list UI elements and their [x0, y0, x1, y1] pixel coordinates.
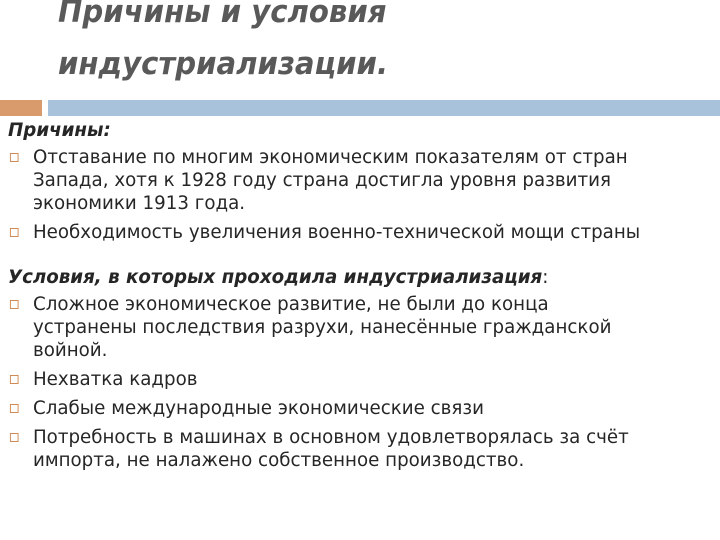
slide-title-line-2: индустриализации.: [58, 46, 389, 82]
square-bullet-icon: [10, 433, 19, 442]
condition-item-3-line-1: Слабые международные экономические связи: [32, 397, 484, 419]
conditions-heading: [8, 266, 680, 289]
reason-item-2-line-1: Необходимость увеличения военно-технической мощи страны: [32, 221, 641, 243]
reason-item-1-line-3: экономики 1913 года.: [32, 192, 246, 214]
square-bullet-icon: [10, 300, 19, 309]
condition-item-1-line-1: Сложное экономическое развитие, не были до конца: [32, 293, 549, 315]
condition-item-1: [8, 293, 705, 362]
condition-item-2-line-1: Нехватка кадров: [32, 368, 198, 390]
slide-title: [58, 0, 660, 90]
condition-item-3: [8, 397, 705, 420]
condition-item-1-line-2: устранены последствия разрухи, нанесённые гражданской: [32, 316, 612, 338]
reason-item-1-line-2: Запада, хотя к 1928 году страна достигла уровня развития: [32, 169, 611, 191]
reason-item-2: [8, 221, 705, 244]
square-bullet-icon: [10, 404, 19, 413]
square-bullet-icon: [10, 228, 19, 237]
reason-item-1: [8, 146, 705, 215]
condition-item-2: [8, 368, 705, 391]
accent-bar-right: [48, 100, 720, 116]
condition-item-4-line-1: Потребность в машинах в основном удовлетворялась за счёт: [32, 426, 629, 448]
reasons-heading: Причины:: [8, 119, 111, 141]
reason-item-1-line-1: Отставание по многим экономическим показателям от стран: [32, 146, 628, 168]
slide-content: [8, 119, 708, 472]
accent-bar-left: [0, 100, 42, 116]
square-bullet-icon: [10, 153, 19, 162]
condition-item-4: [8, 426, 705, 472]
conditions-heading-text: Условия, в которых проходила индустриализация: [8, 266, 543, 288]
square-bullet-icon: [10, 375, 19, 384]
conditions-heading-colon: :: [542, 266, 549, 288]
slide-title-line-1: Причины и условия: [58, 0, 387, 30]
condition-item-1-line-3: войной.: [32, 339, 108, 361]
condition-item-4-line-2: импорта, не налажено собственное производство.: [32, 449, 525, 471]
